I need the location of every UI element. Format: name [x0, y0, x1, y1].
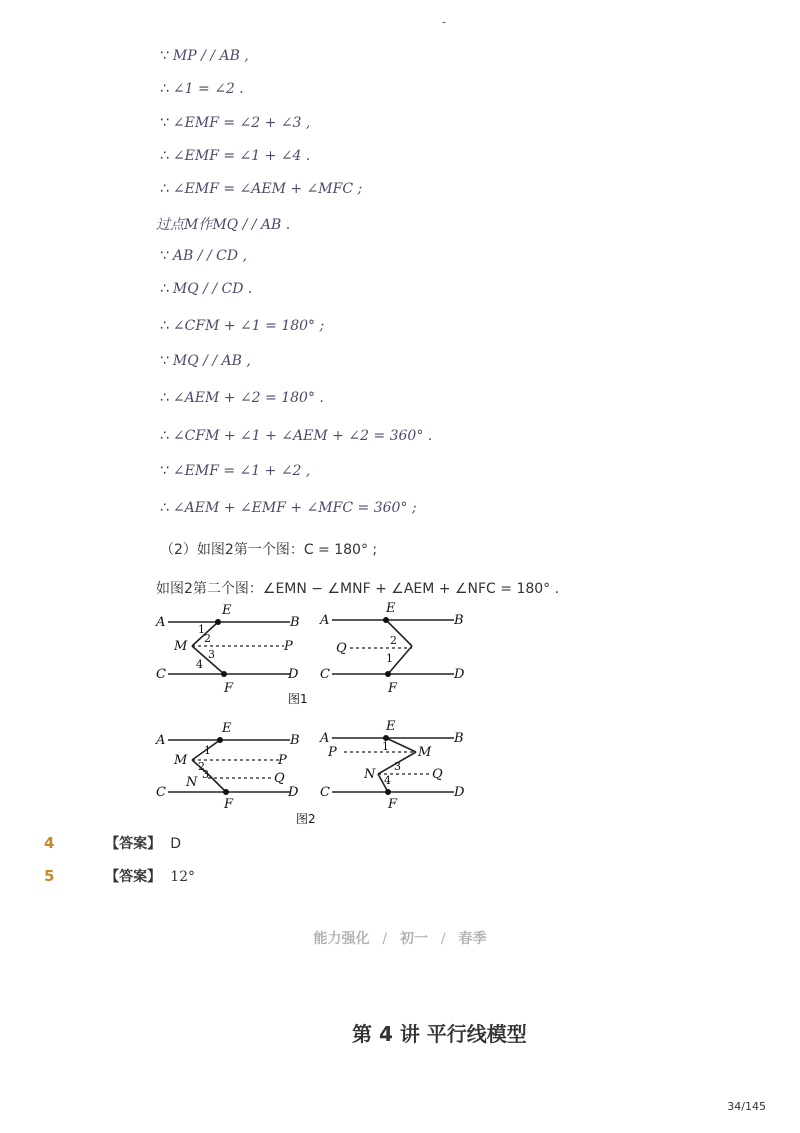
because-symbol: ∵ — [160, 248, 169, 264]
proof-text: MP / / AB , — [172, 48, 249, 64]
label-D: D — [288, 667, 299, 682]
footer-item: 春季 — [458, 931, 487, 947]
therefore-symbol: ∴ — [160, 500, 169, 516]
proof-line — [160, 318, 324, 334]
footer-breadcrumb — [0, 928, 800, 948]
answer-value: D — [170, 836, 181, 852]
top-mark: - — [442, 15, 447, 29]
proof-line — [160, 539, 377, 559]
proof-text: MQ / / AB , — [172, 353, 251, 369]
proof-text: 如图2第二个图：∠EMN − ∠MNF + ∠AEM + ∠NFC = 180° . — [156, 581, 560, 597]
label-2: 2 — [204, 632, 211, 645]
label-D: D — [454, 785, 465, 800]
proof-text: ∠CFM + ∠1 + ∠AEM + ∠2 = 360° . — [172, 428, 433, 444]
figure-1-diagram — [150, 600, 480, 700]
label-E: E — [386, 601, 396, 616]
answer-label: 【答案】 — [105, 836, 162, 852]
figure-1-caption: 图1 — [288, 692, 308, 706]
label-B: B — [454, 731, 464, 746]
footer-item: 能力强化 — [313, 931, 370, 947]
therefore-symbol: ∴ — [160, 390, 169, 406]
proof-line — [156, 578, 559, 598]
label-C: C — [156, 785, 166, 800]
label-N: N — [186, 775, 198, 790]
label-P: P — [328, 745, 337, 760]
footer-item: 初一 — [400, 931, 428, 947]
label-3: 3 — [208, 648, 215, 661]
because-symbol: ∵ — [160, 115, 169, 131]
footer-separator: / — [382, 931, 388, 947]
proof-text: ∠CFM + ∠1 = 180° ; — [172, 318, 325, 334]
because-symbol: ∵ — [160, 463, 169, 479]
label-F: F — [388, 797, 398, 810]
because-symbol: ∵ — [160, 353, 169, 369]
lesson-title: 第 4 讲 平行线模型 — [352, 1022, 527, 1046]
label-3: 3 — [394, 760, 401, 773]
answer-value: 12° — [170, 869, 196, 885]
label-B: B — [290, 615, 300, 630]
answer-row — [44, 866, 195, 886]
proof-text: （2）如图2第一个图：C = 180° ; — [160, 542, 378, 558]
label-C: C — [156, 667, 166, 682]
therefore-symbol: ∴ — [160, 281, 169, 297]
proof-line — [160, 48, 249, 64]
figure-2 — [150, 718, 480, 814]
figure-2-caption: 图2 — [296, 812, 316, 826]
label-Q: Q — [432, 767, 443, 782]
proof-line — [160, 248, 247, 264]
proof-text: ∠EMF = ∠1 + ∠4 . — [172, 148, 311, 164]
label-M: M — [418, 745, 432, 760]
figure-1 — [150, 600, 480, 704]
therefore-symbol: ∴ — [160, 428, 169, 444]
proof-text: AB / / CD , — [172, 248, 247, 264]
proof-line — [160, 181, 362, 197]
label-E: E — [222, 603, 232, 618]
label-4: 4 — [196, 658, 203, 671]
proof-line — [160, 81, 244, 97]
proof-text: ∠AEM + ∠EMF + ∠MFC = 360° ; — [172, 500, 417, 516]
label-A: A — [320, 613, 330, 628]
label-D: D — [288, 785, 299, 800]
label-F: F — [388, 681, 398, 696]
label-2: 2 — [390, 634, 397, 647]
proof-line — [160, 115, 310, 131]
label-B: B — [290, 733, 300, 748]
proof-text: ∠1 = ∠2 . — [172, 81, 244, 97]
label-M: M — [174, 639, 188, 654]
footer-separator: / — [440, 931, 446, 947]
question-number: 5 — [44, 867, 55, 885]
answer-row — [44, 833, 181, 853]
proof-line — [160, 463, 310, 479]
label-P: P — [284, 639, 293, 654]
proof-text: ∠EMF = ∠AEM + ∠MFC ; — [172, 181, 363, 197]
proof-text: ∠AEM + ∠2 = 180° . — [172, 390, 324, 406]
label-4: 4 — [384, 774, 391, 787]
label-A: A — [320, 731, 330, 746]
label-F: F — [224, 797, 234, 810]
label-D: D — [454, 667, 465, 682]
label-F: F — [224, 681, 234, 696]
therefore-symbol: ∴ — [160, 181, 169, 197]
label-A: A — [156, 615, 166, 630]
label-1: 1 — [198, 623, 205, 636]
because-symbol: ∵ — [160, 48, 169, 64]
label-N: N — [364, 767, 376, 782]
label-Q: Q — [274, 771, 285, 786]
proof-line — [160, 500, 417, 516]
label-Q: Q — [336, 641, 347, 656]
proof-line — [156, 214, 290, 234]
answer-label: 【答案】 — [105, 869, 162, 885]
label-A: A — [156, 733, 166, 748]
proof-text: MQ / / CD . — [172, 281, 253, 297]
label-1: 1 — [382, 740, 389, 753]
label-C: C — [320, 667, 330, 682]
question-number: 4 — [44, 834, 55, 852]
label-E: E — [222, 721, 232, 736]
label-1: 1 — [204, 744, 211, 757]
label-C: C — [320, 785, 330, 800]
proof-text: ∠EMF = ∠1 + ∠2 , — [172, 463, 311, 479]
proof-text: ∠EMF = ∠2 + ∠3 , — [172, 115, 311, 131]
label-2: 2 — [198, 760, 205, 773]
page-number: 34/145 — [727, 1100, 766, 1113]
therefore-symbol: ∴ — [160, 81, 169, 97]
proof-line — [160, 281, 252, 297]
label-3: 3 — [202, 768, 209, 781]
label-M: M — [174, 753, 188, 768]
therefore-symbol: ∴ — [160, 148, 169, 164]
figure-2-diagram — [150, 718, 480, 810]
proof-line — [160, 148, 310, 164]
label-P: P — [278, 753, 287, 768]
label-1: 1 — [386, 652, 393, 665]
proof-line — [160, 353, 251, 369]
proof-text: 过点M作MQ / / AB . — [156, 217, 291, 233]
label-E: E — [386, 719, 396, 734]
proof-line — [160, 390, 324, 406]
proof-line — [160, 428, 432, 444]
label-B: B — [454, 613, 464, 628]
therefore-symbol: ∴ — [160, 318, 169, 334]
